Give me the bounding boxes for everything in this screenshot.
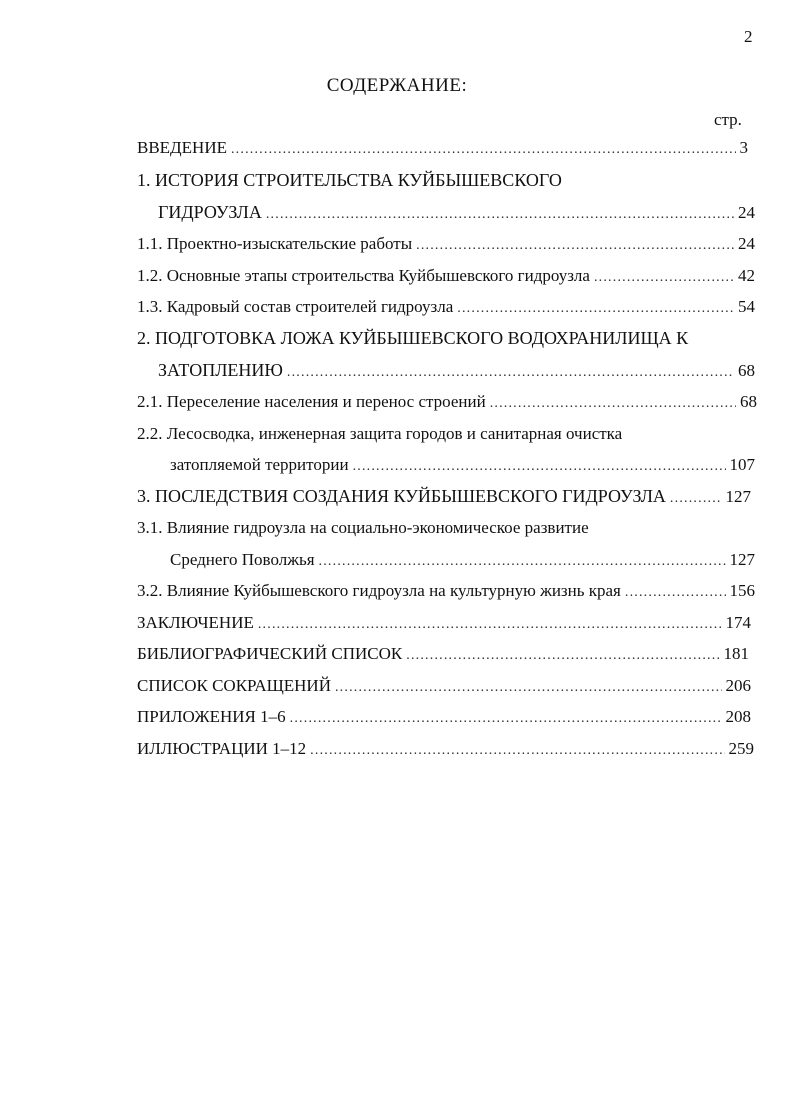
toc-entry-page: 42 [738, 266, 755, 285]
toc-entry-label: ПРИЛОЖЕНИЯ 1–6 [137, 707, 286, 726]
toc-entry-label: 3. ПОСЛЕДСТВИЯ СОЗДАНИЯ КУЙБЫШЕВСКОГО ГИДРОУЗЛА [137, 486, 666, 506]
toc-entry-label: 2.1. Переселение населения и перенос строений [137, 392, 486, 411]
toc-entry-1-3[interactable] [137, 296, 755, 320]
toc-entry-page: 107 [729, 455, 755, 474]
toc-entry-page: 24 [738, 203, 755, 222]
toc-entry-page: 208 [725, 707, 751, 726]
toc-entry-page: 259 [728, 739, 754, 758]
dot-leader [290, 708, 722, 730]
toc-entry-label: БИБЛИОГРАФИЧЕСКИЙ СПИСОК [137, 644, 403, 663]
pages-column-label: стр. [714, 110, 742, 129]
dot-leader [319, 551, 726, 573]
toc-entry-page: 206 [725, 676, 751, 695]
toc-entry-abbreviations[interactable] [137, 675, 751, 699]
toc-entry-label: ВВЕДЕНИЕ [137, 138, 227, 157]
toc-entry-label: ГИДРОУЗЛА [158, 202, 262, 222]
toc-entry-chapter-2-line-2[interactable] [158, 359, 755, 384]
toc-entry-label: затопляемой территории [170, 455, 349, 474]
toc-title: СОДЕРЖАНИЕ: [326, 75, 468, 96]
dot-leader [231, 139, 736, 161]
toc-entry-2-2-line-2[interactable] [170, 454, 755, 478]
dot-leader [258, 614, 722, 636]
toc-entry-3-1-line-1[interactable] [137, 517, 589, 539]
toc-entry-label: 3.1. Влияние гидроузла на социально-экономическое развитие [137, 518, 589, 537]
toc-entry-label: СПИСОК СОКРАЩЕНИЙ [137, 676, 331, 695]
toc-entry-label: ЗАКЛЮЧЕНИЕ [137, 613, 254, 632]
dot-leader [416, 235, 734, 257]
toc-entry-page: 127 [725, 487, 751, 506]
dot-leader [266, 204, 734, 226]
dot-leader [406, 645, 719, 667]
toc-entry-label: 1.3. Кадровый состав строителей гидроузла [137, 297, 454, 316]
toc-entry-page: 54 [738, 297, 755, 316]
toc-entry-label: 2.2. Лесосводка, инженерная защита городов и санитарная очистка [137, 424, 623, 443]
dot-leader [594, 267, 734, 289]
toc-entry-label: 1.2. Основные этапы строительства Куйбышевского гидроузла [137, 266, 590, 285]
toc-entry-conclusion[interactable] [137, 612, 751, 636]
dot-leader [625, 582, 726, 604]
toc-entry-label: 1. ИСТОРИЯ СТРОИТЕЛЬСТВА КУЙБЫШЕВСКОГО [137, 170, 562, 190]
toc-entry-3-2[interactable] [137, 580, 755, 604]
toc-entry-label: 3.2. Влияние Куйбышевского гидроузла на культурную жизнь края [137, 581, 621, 600]
toc-entry-introduction[interactable] [137, 137, 748, 161]
toc-entry-chapter-1-line-2[interactable] [158, 201, 755, 226]
dot-leader [353, 456, 726, 478]
toc-entry-2-1[interactable] [137, 391, 757, 415]
page-number: 2 [744, 27, 753, 46]
toc-entry-page: 181 [723, 644, 749, 663]
toc-entry-bibliography[interactable] [137, 643, 749, 667]
toc-entry-page: 68 [740, 392, 757, 411]
toc-entry-label: ЗАТОПЛЕНИЮ [158, 360, 283, 380]
toc-entry-page: 3 [739, 138, 748, 157]
toc-entry-1-1[interactable] [137, 233, 755, 257]
toc-entry-label: 2. ПОДГОТОВКА ЛОЖА КУЙБЫШЕВСКОГО ВОДОХРАНИЛИЩА К [137, 328, 689, 348]
toc-entry-label: ИЛЛЮСТРАЦИИ 1–12 [137, 739, 307, 758]
toc-entry-label: 1.1. Проектно-изыскательские работы [137, 234, 413, 253]
toc-entry-3-1-line-2[interactable] [170, 549, 755, 573]
dot-leader [490, 393, 736, 415]
toc-entry-page: 127 [729, 550, 755, 569]
toc-entry-chapter-2-line-1[interactable] [137, 327, 688, 350]
dot-leader [287, 362, 734, 384]
toc-entry-1-2[interactable] [137, 265, 755, 289]
toc-entry-label: Среднего Поволжья [170, 550, 315, 569]
dot-leader [335, 677, 722, 699]
toc-entry-page: 156 [729, 581, 755, 600]
toc-entry-appendices[interactable] [137, 706, 751, 730]
toc-entry-page: 174 [725, 613, 751, 632]
toc-entry-chapter-1-line-1[interactable] [137, 169, 562, 192]
toc-entry-page: 68 [738, 361, 755, 380]
dot-leader [670, 488, 722, 510]
toc-entry-chapter-3[interactable] [137, 485, 751, 510]
toc-entry-2-2-line-1[interactable] [137, 423, 622, 445]
toc-entry-illustrations[interactable] [137, 738, 754, 762]
dot-leader [457, 298, 734, 320]
dot-leader [310, 740, 724, 762]
toc-entry-page: 24 [738, 234, 755, 253]
